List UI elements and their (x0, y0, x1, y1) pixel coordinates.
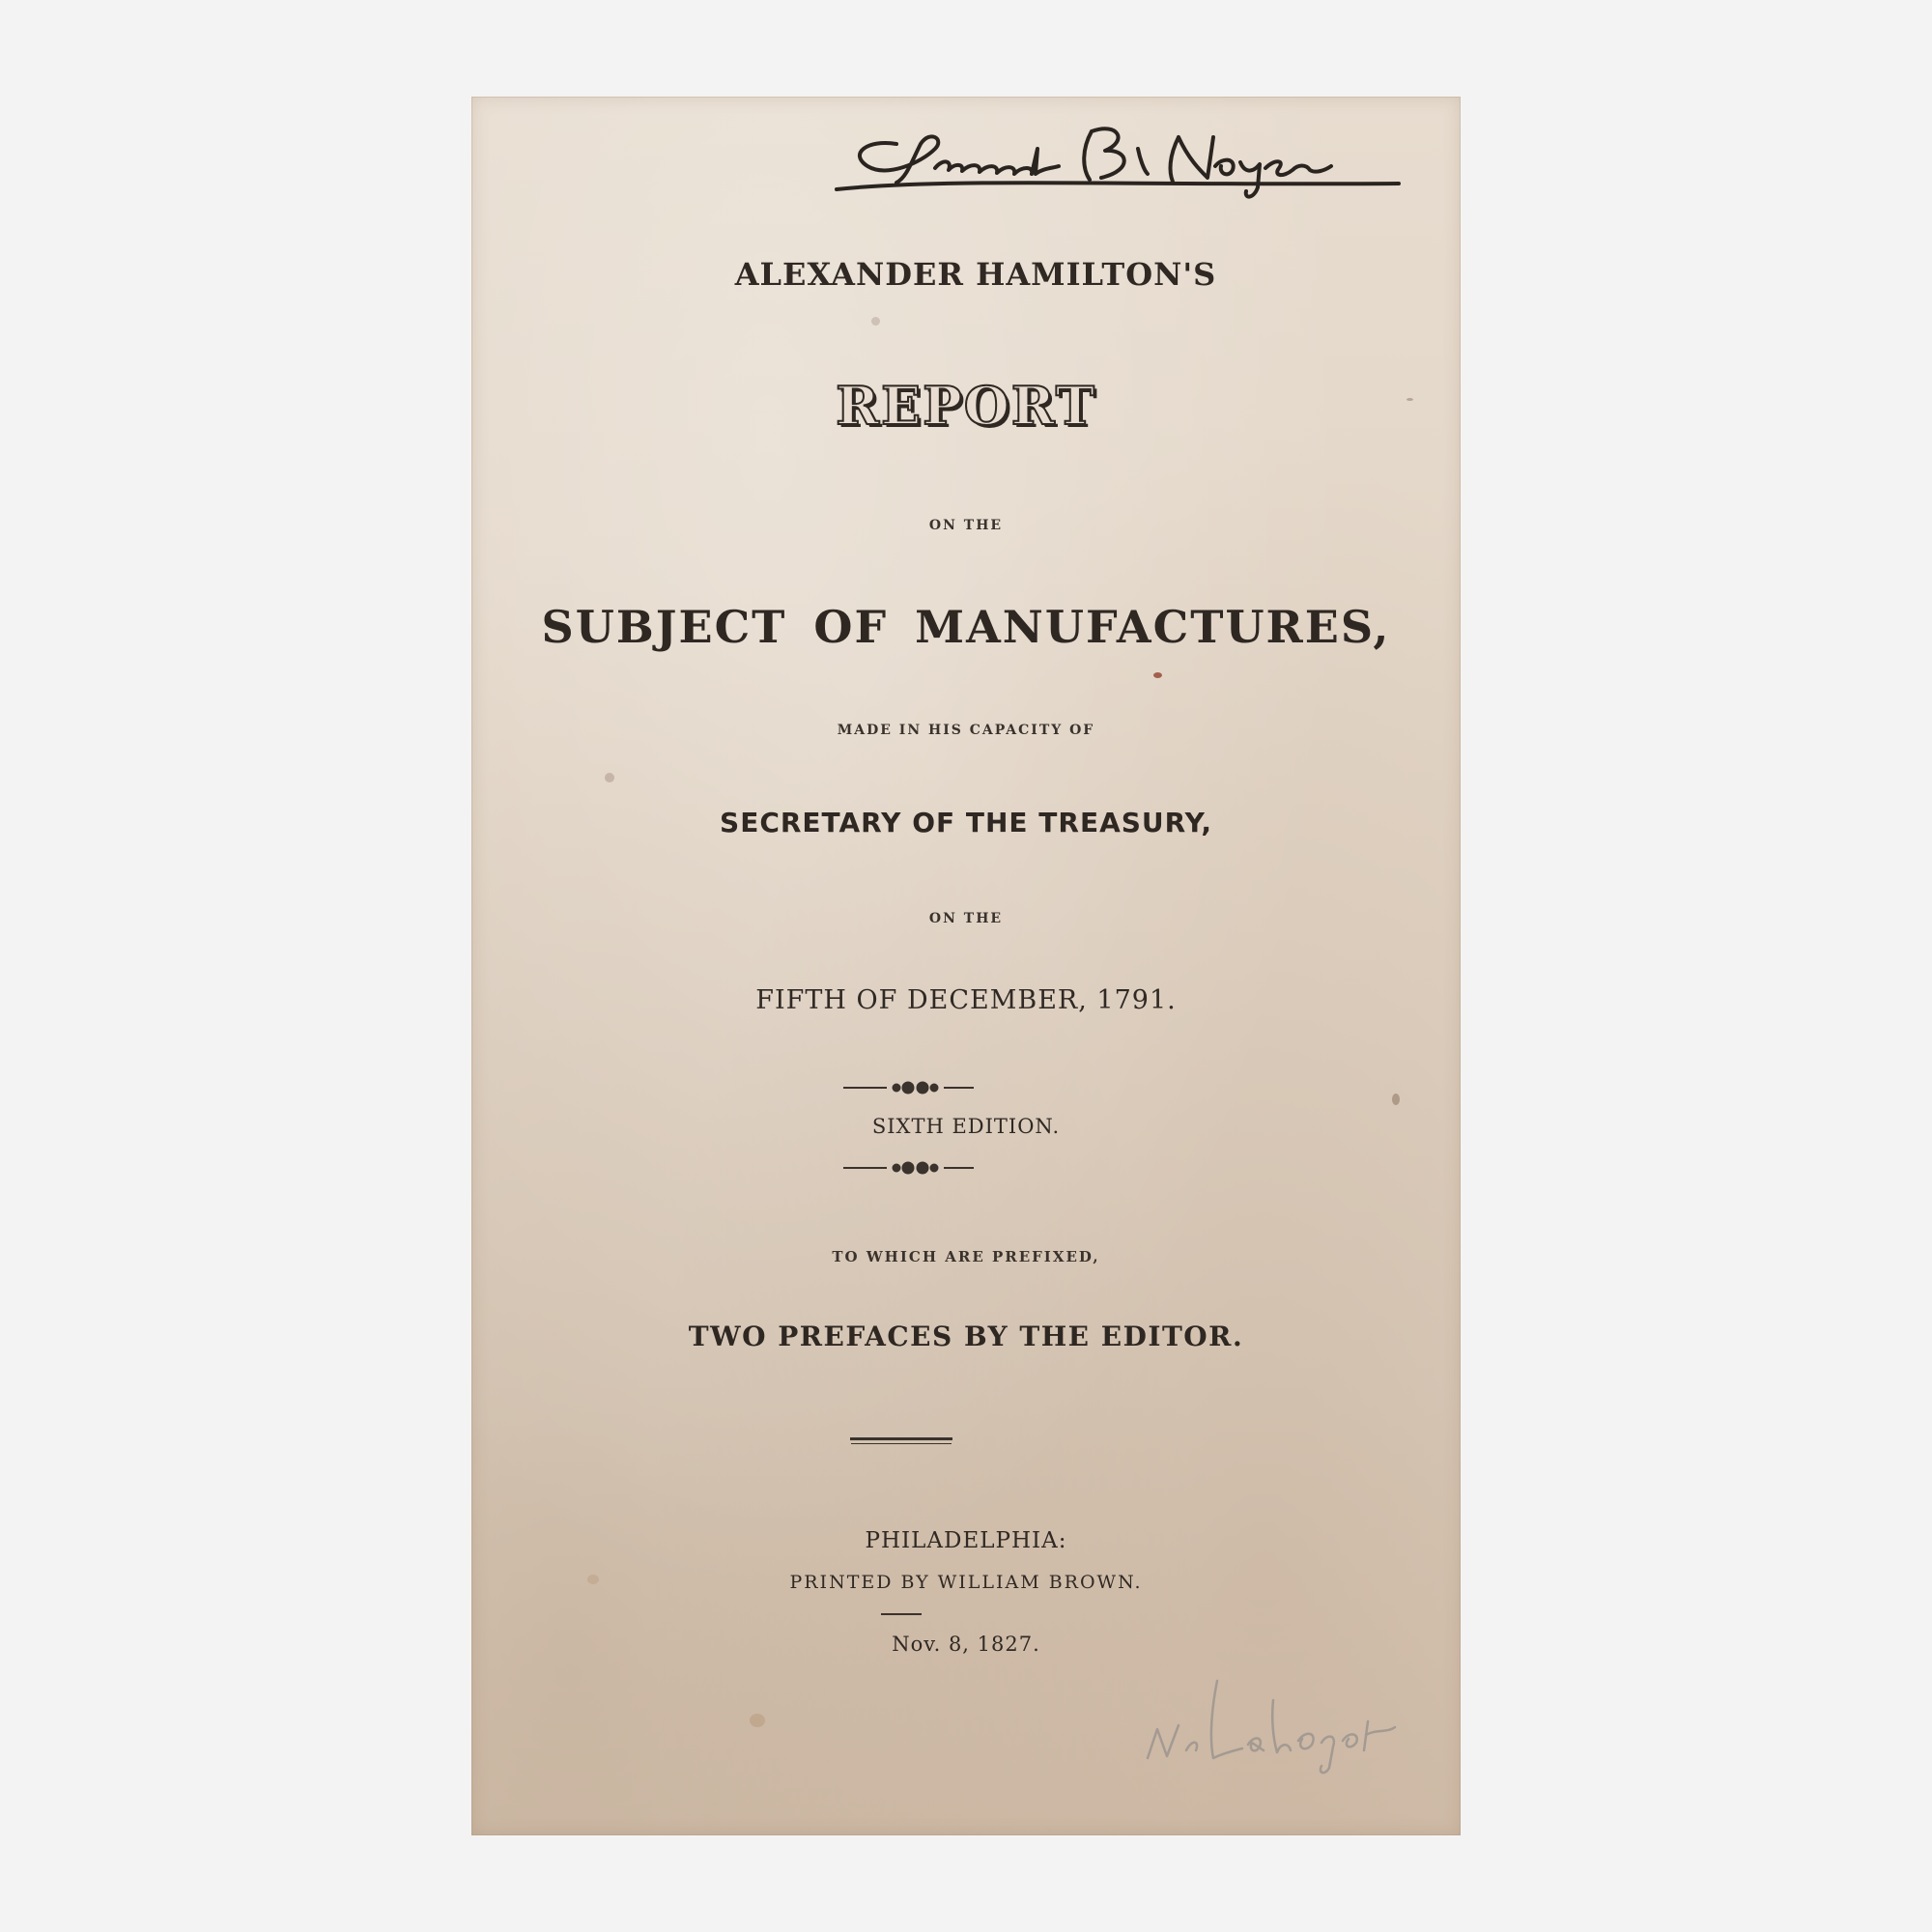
double-rule (850, 1437, 952, 1440)
secretary-line: SECRETARY OF THE TREASURY, (720, 807, 1212, 838)
foxing-speck (1153, 672, 1162, 678)
ornament-divider (471, 1158, 1461, 1178)
ornament-divider (471, 1078, 1461, 1097)
subject-line: SUBJECT OF MANUFACTURES, (541, 601, 1391, 653)
imprint-date: Nov. 8, 1827. (892, 1633, 1040, 1656)
title-page (471, 97, 1461, 1835)
imprint-printer: PRINTED BY WILLIAM BROWN. (789, 1572, 1143, 1593)
foxing-speck (1406, 398, 1413, 401)
foxing-speck (750, 1714, 765, 1727)
prefixed-line: TO WHICH ARE PREFIXED, (832, 1248, 1100, 1265)
on-the-line: ON THE (928, 518, 1004, 533)
foxing-speck (605, 773, 614, 782)
author-heading: ALEXANDER HAMILTON'S (734, 256, 1217, 293)
foxing-speck (871, 317, 880, 326)
pencil-annotation (1128, 1662, 1418, 1787)
foxing-speck (587, 1575, 599, 1584)
imprint-rule (881, 1613, 922, 1615)
date-line: FIFTH OF DECEMBER, 1791. (755, 985, 1177, 1015)
imprint-city: PHILADELPHIA: (865, 1528, 1067, 1553)
foxing-speck (1392, 1094, 1400, 1105)
on-the-line: ON THE (928, 911, 1004, 926)
prefaces-line: TWO PREFACES BY THE EDITOR. (688, 1321, 1244, 1352)
main-title: REPORT (836, 375, 1096, 437)
handwritten-signature (829, 110, 1408, 216)
edition-line: SIXTH EDITION. (871, 1115, 1061, 1138)
capacity-line: MADE IN HIS CAPACITY OF (837, 723, 1095, 738)
